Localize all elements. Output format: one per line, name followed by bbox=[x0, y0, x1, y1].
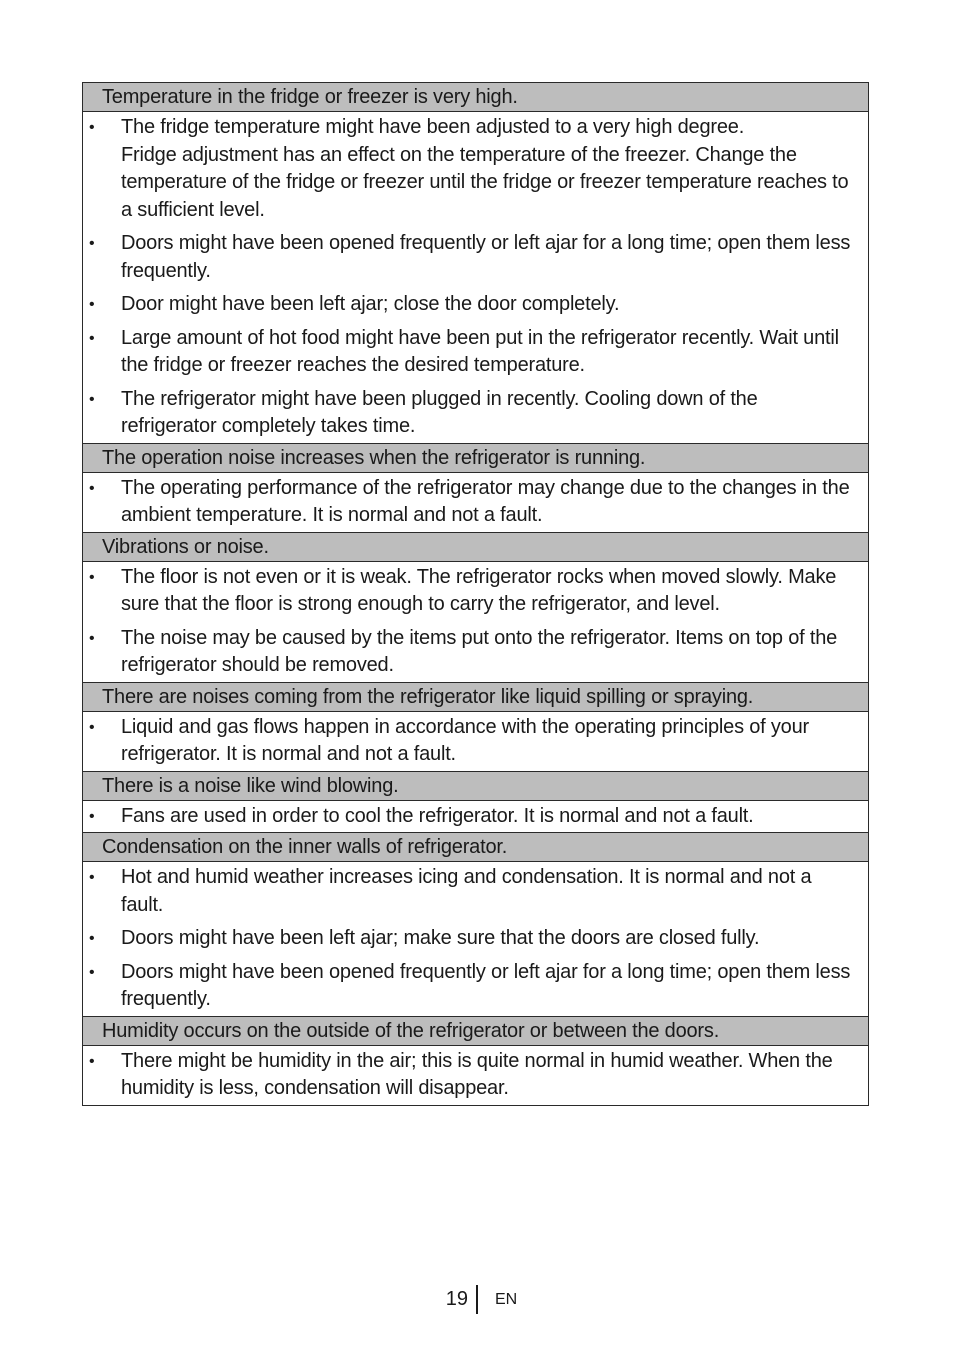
bullet-list bbox=[83, 562, 868, 682]
bullet-icon: • bbox=[89, 1052, 95, 1070]
page-footer bbox=[0, 1285, 954, 1315]
bullet-icon: • bbox=[89, 869, 95, 886]
troubleshooting-section bbox=[83, 832, 868, 1016]
troubleshooting-section bbox=[83, 682, 868, 771]
troubleshooting-section bbox=[83, 83, 868, 443]
bullet-list bbox=[83, 1046, 868, 1105]
list-item bbox=[83, 564, 858, 625]
bullet-list bbox=[83, 712, 868, 771]
bullet-icon: • bbox=[89, 479, 95, 497]
list-item bbox=[83, 959, 858, 1016]
section-title: Condensation on the inner walls of refrigerator. bbox=[83, 833, 868, 862]
section-title: Temperature in the fridge or freezer is very high. bbox=[83, 83, 868, 112]
bullet-icon: • bbox=[89, 718, 95, 736]
language-code: EN bbox=[495, 1291, 518, 1308]
list-item bbox=[83, 925, 858, 959]
bullet-icon: • bbox=[89, 329, 95, 347]
troubleshooting-section bbox=[83, 532, 868, 682]
list-item bbox=[83, 475, 858, 532]
page-number: 19 bbox=[445, 1288, 468, 1310]
troubleshooting-section bbox=[83, 443, 868, 532]
bullet-list bbox=[83, 862, 868, 1016]
bullet-icon: • bbox=[89, 119, 95, 136]
footer-divider bbox=[476, 1285, 478, 1314]
bullet-icon: • bbox=[89, 963, 95, 981]
list-item bbox=[83, 230, 858, 291]
bullet-text: The fridge temperature might have been adjusted to a very high degree. Fridge adjustment has an effect on the temperature of the freezer. Change the temperature of the fridge or freezer until the fridge or freezer temperature reaches to a sufficient level. bbox=[121, 116, 849, 221]
bullet-icon: • bbox=[89, 390, 95, 408]
list-item bbox=[83, 114, 858, 230]
troubleshooting-table bbox=[82, 82, 869, 1106]
bullet-list bbox=[83, 473, 868, 532]
list-item bbox=[83, 386, 858, 443]
bullet-list bbox=[83, 112, 868, 443]
list-item bbox=[83, 714, 858, 771]
bullet-text: Large amount of hot food might have been put in the refrigerator recently. Wait until the fridge or freezer reaches the desired temperature. bbox=[121, 326, 839, 376]
bullet-text: Hot and humid weather increases icing and condensation. It is normal and not a fault. bbox=[121, 866, 812, 916]
section-title: The operation noise increases when the refrigerator is running. bbox=[83, 444, 868, 473]
list-item bbox=[83, 625, 858, 682]
bullet-icon: • bbox=[89, 296, 95, 313]
bullet-text: Doors might have been opened frequently or left ajar for a long time; open them less frequently. bbox=[121, 232, 851, 282]
bullet-icon: • bbox=[89, 235, 95, 252]
bullet-text: The floor is not even or it is weak. The refrigerator rocks when moved slowly. Make sure that the floor is strong enough to carry the refrigerator, and level. bbox=[121, 565, 837, 615]
bullet-text: Fans are used in order to cool the refrigerator. It is normal and not a fault. bbox=[121, 804, 754, 827]
bullet-text: Liquid and gas flows happen in accordance with the operating principles of your refrigerator. It is normal and not a fault. bbox=[121, 715, 809, 765]
section-title: There are noises coming from the refrigerator like liquid spilling or spraying. bbox=[83, 683, 868, 712]
bullet-text: Doors might have been opened frequently or left ajar for a long time; open them less frequently. bbox=[121, 960, 851, 1010]
bullet-text: The operating performance of the refrigerator may change due to the changes in the ambient temperature. It is normal and not a fault. bbox=[121, 476, 850, 526]
bullet-icon: • bbox=[89, 807, 95, 825]
section-title: Vibrations or noise. bbox=[83, 533, 868, 562]
bullet-list bbox=[83, 801, 868, 833]
bullet-text: The refrigerator might have been plugged in recently. Cooling down of the refrigerator completely takes time. bbox=[121, 387, 758, 437]
list-item bbox=[83, 803, 858, 833]
list-item bbox=[83, 325, 858, 386]
troubleshooting-section bbox=[83, 771, 868, 833]
list-item bbox=[83, 291, 858, 325]
list-item bbox=[83, 1048, 858, 1105]
troubleshooting-section bbox=[83, 1016, 868, 1105]
bullet-text: Doors might have been left ajar; make sure that the doors are closed fully. bbox=[121, 927, 760, 949]
section-title: Humidity occurs on the outside of the refrigerator or between the doors. bbox=[83, 1017, 868, 1046]
bullet-text: The noise may be caused by the items put onto the refrigerator. Items on top of the refrigerator should be removed. bbox=[121, 626, 838, 676]
list-item bbox=[83, 864, 858, 925]
bullet-text: Door might have been left ajar; close the door completely. bbox=[121, 293, 620, 315]
bullet-icon: • bbox=[89, 568, 95, 586]
bullet-icon: • bbox=[89, 930, 95, 947]
bullet-icon: • bbox=[89, 629, 95, 647]
section-title: There is a noise like wind blowing. bbox=[83, 772, 868, 801]
bullet-text: There might be humidity in the air; this is quite normal in humid weather. When the humidity is less, condensation will disappear. bbox=[121, 1049, 833, 1099]
